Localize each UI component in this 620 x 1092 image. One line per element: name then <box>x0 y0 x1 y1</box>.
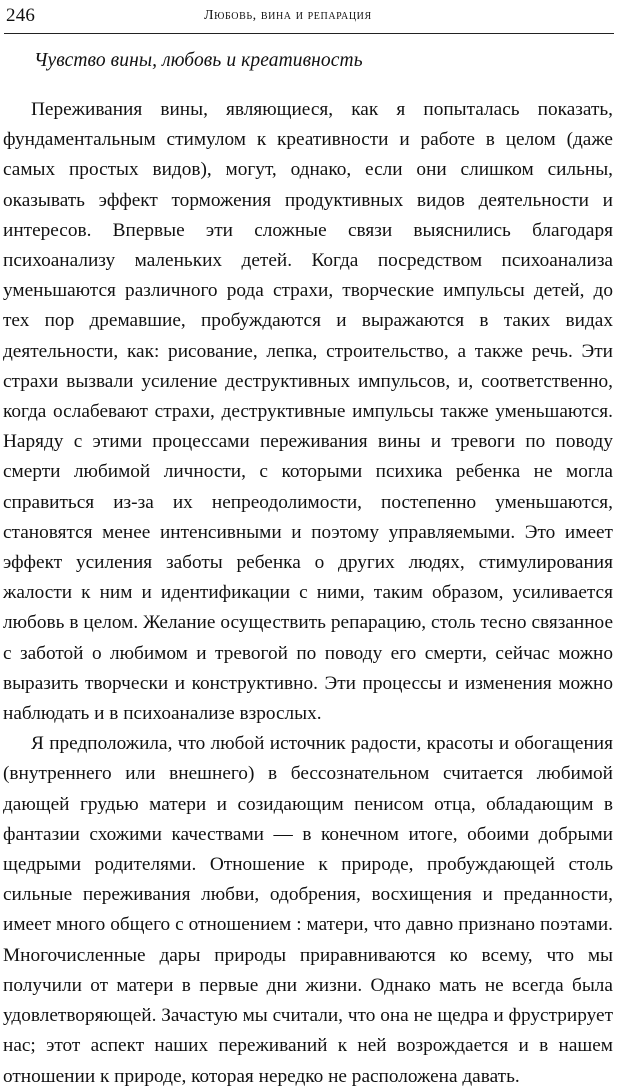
header-rule <box>4 33 614 34</box>
paragraph: Переживания вины, являющиеся, как я попыталась показать, фундаментальным стимулом к креативности и работе в целом (даже самых простых видов), могут, однако, если они слишком сильны, оказывать эффект торможения продуктивных видов деятельности и интересов. Впервые эти сложные связи выяснились благодаря психоанализу маленьких детей. Когда посредством психоанализа уменьшаются различного рода страхи, творческие импульсы детей, до тех пор дремавшие, пробуждаются и выражаются в таких видах деятельности, как: рисование, лепка, строительство, а также речь. Эти страхи вызвали усиление деструктивных импульсов, и, соответственно, когда ослабевают страхи, деструктивные импульсы также уменьшаются. Наряду с этими процессами переживания вины и тревоги по поводу смерти любимой личности, с которыми психика ребенка не могла справиться из-за их непреодолимости, постепенно уменьшаются, становятся менее интенсивными и поэтому управляемыми. Это имеет эффект усиления заботы ребенка о других людях, стимулирования жалости к ним и идентификации с ними, таким образом, усиливается любовь в целом. Желание осуществить репарацию, столь тесно связанное с заботой о любимом и тревогой по поводу его смерти, сейчас можно выразить творчески и конструктивно. Эти процессы и изменения можно наблюдать и в психоанализе взрослых. <box>3 99 613 725</box>
page-header <box>4 3 614 35</box>
running-title: Любовь, вина и репарация <box>204 8 372 23</box>
section-title: Чувство вины, любовь и креативность <box>34 50 363 71</box>
body-text <box>3 95 613 1092</box>
paragraph: Я предположила, что любой источник радости, красоты и обогащения (внутреннего или внешнего) в бессознательном считается любимой дающей грудью матери и созидающим пенисом отца, обладающим в фантазии схожими качествами — в конечном итоге, обоими добрыми щедрыми родителями. Отношение к природе, пробуждающей столь сильные переживания любви, одобрения, восхищения и преданности, имеет много общего с отношением : матери, что давно признано поэтами. Многочисленные дары природы приравниваются ко всему, что мы получили от матери в первые дни жизни. Однако мать не всегда была удовлетворяющей. Зачастую мы считали, что она не щедра и фрустрирует нас; этот аспект наших переживаний к ней возрождается и в нашем отношении к природе, которая нередко не расположена давать. <box>3 733 613 1087</box>
page-number: 246 <box>6 5 36 26</box>
